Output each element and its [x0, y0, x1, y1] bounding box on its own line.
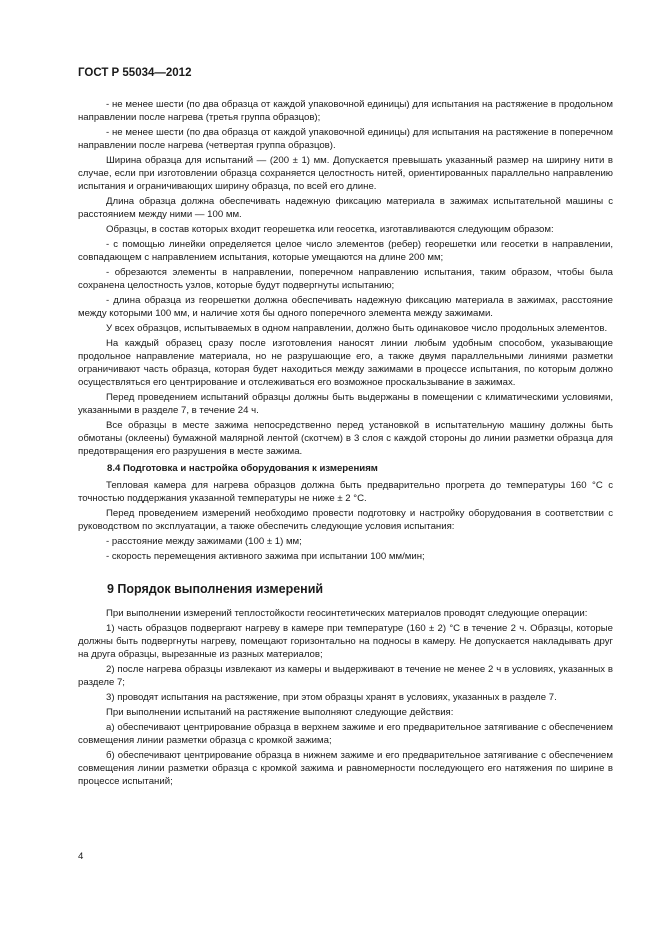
- paragraph: На каждый образец сразу после изготовления наносят линии любым удобным способом, указывающие продольное направление материала, но не разрушающие его, а также двумя параллельными линиями разметки ограничивают часть образца, которая будет находиться между зажимами в процессе испытания, по которым должно осуществляться его центрирование и отслеживаться его возможное проскальзывание в зажимах.: [78, 338, 613, 388]
- paragraph: Перед проведением испытаний образцы должны быть выдержаны в помещении с климатическими условиями, указанными в разделе 7, в течение 24 ч.: [78, 392, 613, 416]
- paragraph: При выполнении испытаний на растяжение выполняют следующие действия:: [106, 707, 454, 718]
- document-body: [78, 98, 613, 790]
- page-number: 4: [78, 851, 84, 862]
- paragraph: У всех образцов, испытываемых в одном направлении, должно быть одинаковое число продольных элементов.: [106, 323, 608, 334]
- paragraph: - не менее шести (по два образца от каждой упаковочной единицы) для испытания на растяжение в поперечном направлении после нагрева (четвертая группа образцов).: [78, 127, 613, 151]
- paragraph: Тепловая камера для нагрева образцов должна быть предварительно прогрета до температуры 160 °С с точностью поддержания указанной температуры не ниже ± 2 °С.: [78, 480, 613, 504]
- paragraph: Перед проведением измерений необходимо провести подготовку и настройку оборудования в соответствии с руководством по эксплуатации, а также обеспечить следующие условия испытания:: [78, 508, 613, 532]
- paragraph: - обрезаются элементы в направлении, поперечном направлению испытания, таким образом, чтобы была сохранена целостность узлов, которые будут подвергнуты испытанию;: [78, 267, 613, 291]
- paragraph: - длина образца из георешетки должна обеспечивать надежную фиксацию материала в зажимах, расстояние между которыми 100 мм, и наличие хотя бы одного поперечного элемента между зажимами.: [78, 295, 613, 319]
- paragraph: Длина образца должна обеспечивать надежную фиксацию материала в зажимах испытательной машины с расстоянием между ними — 100 мм.: [78, 196, 613, 220]
- paragraph: 3) проводят испытания на растяжение, при этом образцы хранят в условиях, указанных в разделе 7.: [106, 692, 557, 703]
- paragraph: Ширина образца для испытаний — (200 ± 1) мм. Допускается превышать указанный размер на ширину нити в случае, если при изготовлении образца сохраняется целостность нитей, ориентированных параллельно направлению испытания и ограничивающих ширину образца, по всей его длине.: [78, 155, 613, 192]
- paragraph: - расстояние между зажимами (100 ± 1) мм;: [106, 536, 302, 547]
- paragraph: б) обеспечивают центрирование образца в нижнем зажиме и его предварительное затягивание с обеспечением совмещения линии разметки образца с кромкой зажима и равномерности последующего его натяжения по ширине в процессе испытаний;: [78, 750, 613, 787]
- paragraph: - с помощью линейки определяется целое число элементов (ребер) георешетки или геосетки в направлении, совпадающем с направлением испытания, которые умещаются на длине 200 мм;: [78, 239, 613, 263]
- subsection-heading-8-4: 8.4 Подготовка и настройка оборудования к измерениям: [107, 463, 378, 474]
- paragraph: Образцы, в состав которых входит георешетка или геосетка, изготавливаются следующим образом:: [106, 224, 554, 235]
- paragraph: При выполнении измерений теплостойкости геосинтетических материалов проводят следующие операции:: [106, 608, 588, 619]
- paragraph: 2) после нагрева образцы извлекают из камеры и выдерживают в течение не менее 2 ч в условиях, указанных в разделе 7;: [78, 664, 613, 688]
- paragraph: - не менее шести (по два образца от каждой упаковочной единицы) для испытания на растяжение в продольном направлении после нагрева (третья группа образцов);: [78, 99, 613, 123]
- document-code-header: ГОСТ Р 55034—2012: [78, 67, 192, 79]
- paragraph: 1) часть образцов подвергают нагреву в камере при температуре (160 ± 2) °С в течение 2 ч. Образцы, которые должны быть подвергнуты нагреву, помещают горизонтально на подносы в камеру. Не допускается накладывать друг на друга образцы, вырезанные из разных материалов;: [78, 623, 613, 660]
- paragraph: Все образцы в месте зажима непосредственно перед установкой в испытательную машину должны быть обмотаны (оклеены) бумажной малярной лентой (скотчем) в 3 слоя с каждой стороны до линии разметки образца для предотвращения его разрушения в месте зажима.: [78, 420, 613, 457]
- paragraph: а) обеспечивают центрирование образца в верхнем зажиме и его предварительное затягивание с обеспечением совмещения линии разметки образца с кромкой зажима;: [78, 722, 613, 746]
- section-heading-9: 9 Порядок выполнения измерений: [107, 582, 324, 596]
- paragraph: - скорость перемещения активного зажима при испытании 100 мм/мин;: [106, 551, 425, 562]
